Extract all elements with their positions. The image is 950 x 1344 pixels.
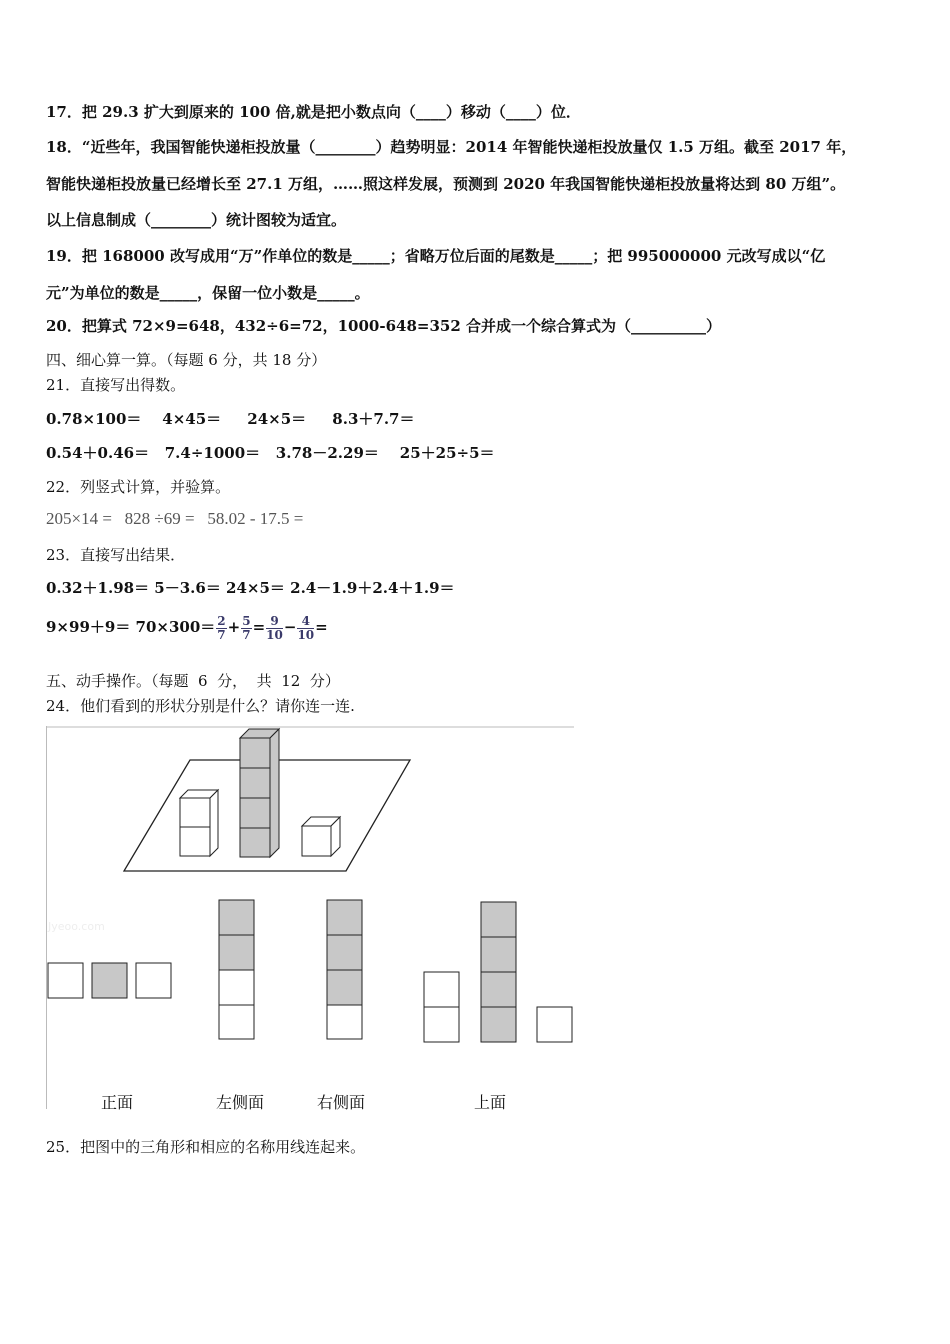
view-option-column-three-gray: [327, 900, 362, 1039]
question-18-line-3: 以上信息制成（________）统计图较为适宜。: [46, 211, 347, 229]
equals-sign: =: [315, 618, 328, 636]
label-top-view: 上面: [474, 1093, 507, 1112]
view-option-column-two-gray: [219, 900, 254, 1039]
question-24-title: 24．他们看到的形状分别是什么？请你连一连.: [46, 697, 355, 715]
question-23-row-2: [46, 610, 328, 644]
question-21-row-1: 0.78×100＝ 4×45＝ 24×5＝ 8.3＋7.7＝: [46, 410, 415, 428]
question-18-line-2: 智能快递柜投放量已经增长至 27.1 万组，……照这样发展，预测到 2020 年我国智能快递柜投放量将达到 80 万组”。: [46, 175, 846, 193]
question-22-expressions: 205×14 = 828 ÷69 = 58.02 - 17.5 =: [46, 509, 304, 528]
watermark: Jyeoo.com: [48, 920, 105, 933]
section-5-heading: 五、动手操作。（每题 6 分， 共 12 分）: [46, 672, 340, 690]
question-24-figure: [46, 726, 574, 1112]
view-option-row-of-three: [48, 963, 171, 998]
question-23-row-1: 0.32＋1.98＝ 5－3.6＝ 24×5＝ 2.4－1.9＋2.4＋1.9＝: [46, 579, 455, 597]
fraction-4-10: $\frac{4}{10}$: [297, 613, 315, 642]
label-left-view: 左侧面: [216, 1093, 265, 1112]
question-19-line-1: 19．把 168000 改写成用“万”作单位的数是_____；省略万位后面的尾数是_____；把 995000000 元改写成以“亿: [46, 247, 826, 265]
question-21-title: 21．直接写出得数。: [46, 376, 186, 394]
question-21-row-2: 0.54＋0.46＝ 7.4÷1000＝ 3.78－2.29＝ 25＋25÷5＝: [46, 444, 495, 462]
label-right-view: 右侧面: [317, 1093, 366, 1112]
question-20: 20．把算式 72×9=648，432÷6=72，1000-648=352 合并成一个综合算式为（__________）: [46, 317, 722, 335]
plus-sign: +: [227, 618, 241, 636]
question-19-line-2: 元”为单位的数是_____，保留一位小数是_____。: [46, 284, 370, 302]
left-cube-stack: [180, 790, 218, 856]
fraction-2-7: $\frac{2}{7}$: [217, 613, 226, 642]
minus-sign: −: [283, 618, 297, 636]
question-23-title: 23．直接写出结果．: [46, 546, 186, 564]
fraction-5-7: $\frac{5}{7}$: [242, 613, 251, 642]
question-17: 17．把 29.3 扩大到原来的 100 倍,就是把小数点向（____）移动（____）位．: [46, 103, 581, 121]
question-22-title: 22．列竖式计算，并验算。: [46, 478, 231, 496]
section-4-heading: 四、细心算一算。（每题 6 分，共 18 分）: [46, 351, 327, 369]
label-front-view: 正面: [101, 1093, 134, 1112]
block-views-diagram: [46, 726, 574, 1109]
right-single-cube: [302, 817, 340, 856]
middle-cube-stack: [240, 729, 279, 857]
view-option-mixed-columns: [424, 902, 572, 1042]
equals-sign: =: [252, 618, 266, 636]
fraction-9-10: $\frac{9}{10}$: [266, 613, 283, 642]
question-23-row-2-prefix: 9×99＋9＝ 70×300＝: [46, 618, 216, 636]
question-18-line-1: 18．“近些年，我国智能快递柜投放量（________）趋势明显：2014 年智能快递柜投放量仅 1.5 万组。截至 2017 年，: [46, 138, 857, 156]
question-25: 25．把图中的三角形和相应的名称用线连起来。: [46, 1138, 366, 1156]
